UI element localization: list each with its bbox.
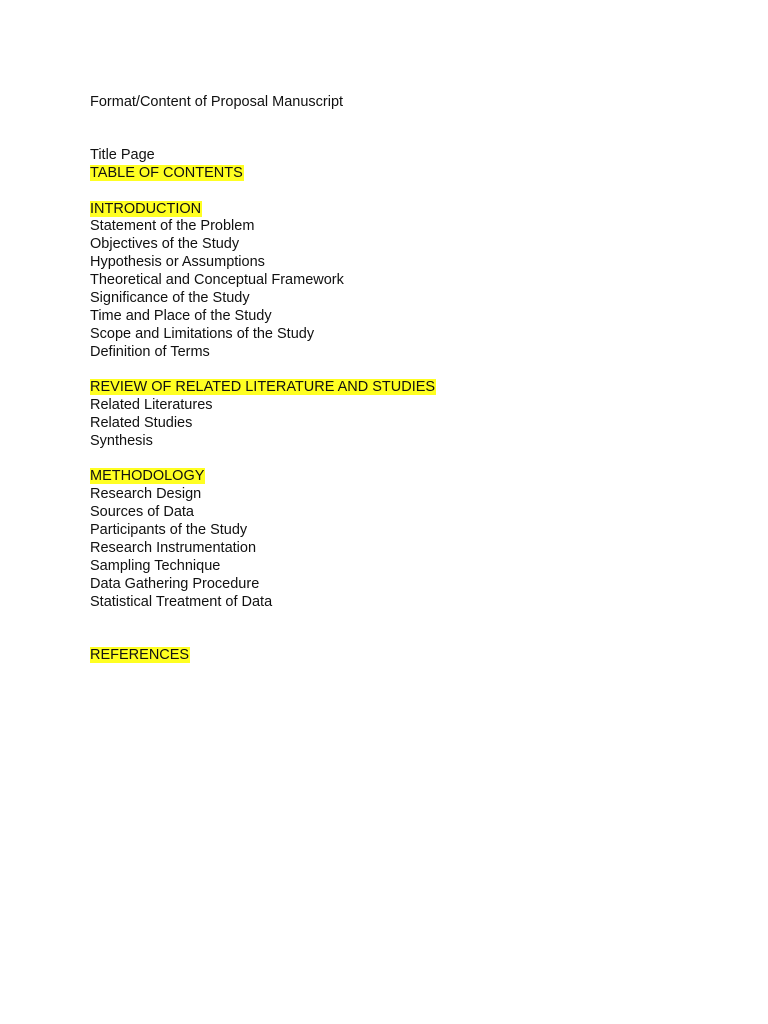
list-item: Related Literatures (90, 397, 213, 413)
list-item: Hypothesis or Assumptions (90, 254, 265, 270)
list-item: Sources of Data (90, 504, 194, 520)
list-item: Scope and Limitations of the Study (90, 326, 315, 342)
list-item: Data Gathering Procedure (90, 576, 260, 592)
document-title: Format/Content of Proposal Manuscript (90, 94, 344, 110)
list-item: Statistical Treatment of Data (90, 594, 273, 610)
list-item: Statement of the Problem (90, 218, 255, 234)
list-item: Synthesis (90, 433, 153, 449)
references-heading-text: REFERENCES (90, 647, 190, 663)
review-heading (90, 378, 436, 396)
toc-heading-text: TABLE OF CONTENTS (90, 165, 243, 181)
toc-heading (90, 164, 244, 182)
methodology-heading (90, 467, 205, 485)
title-page-entry: Title Page (90, 147, 155, 163)
review-heading-text: REVIEW OF RELATED LITERATURE AND STUDIES (90, 379, 436, 395)
list-item: Definition of Terms (90, 344, 210, 360)
references-heading (90, 646, 190, 664)
methodology-heading-text: METHODOLOGY (90, 468, 205, 484)
list-item: Research Instrumentation (90, 540, 257, 556)
introduction-heading (90, 200, 202, 218)
introduction-heading-text: INTRODUCTION (90, 201, 202, 217)
list-item: Participants of the Study (90, 522, 248, 538)
list-item: Related Studies (90, 415, 193, 431)
list-item: Sampling Technique (90, 558, 221, 574)
list-item: Objectives of the Study (90, 236, 240, 252)
list-item: Theoretical and Conceptual Framework (90, 272, 344, 288)
list-item: Research Design (90, 486, 202, 502)
list-item: Significance of the Study (90, 290, 250, 306)
list-item: Time and Place of the Study (90, 308, 272, 324)
